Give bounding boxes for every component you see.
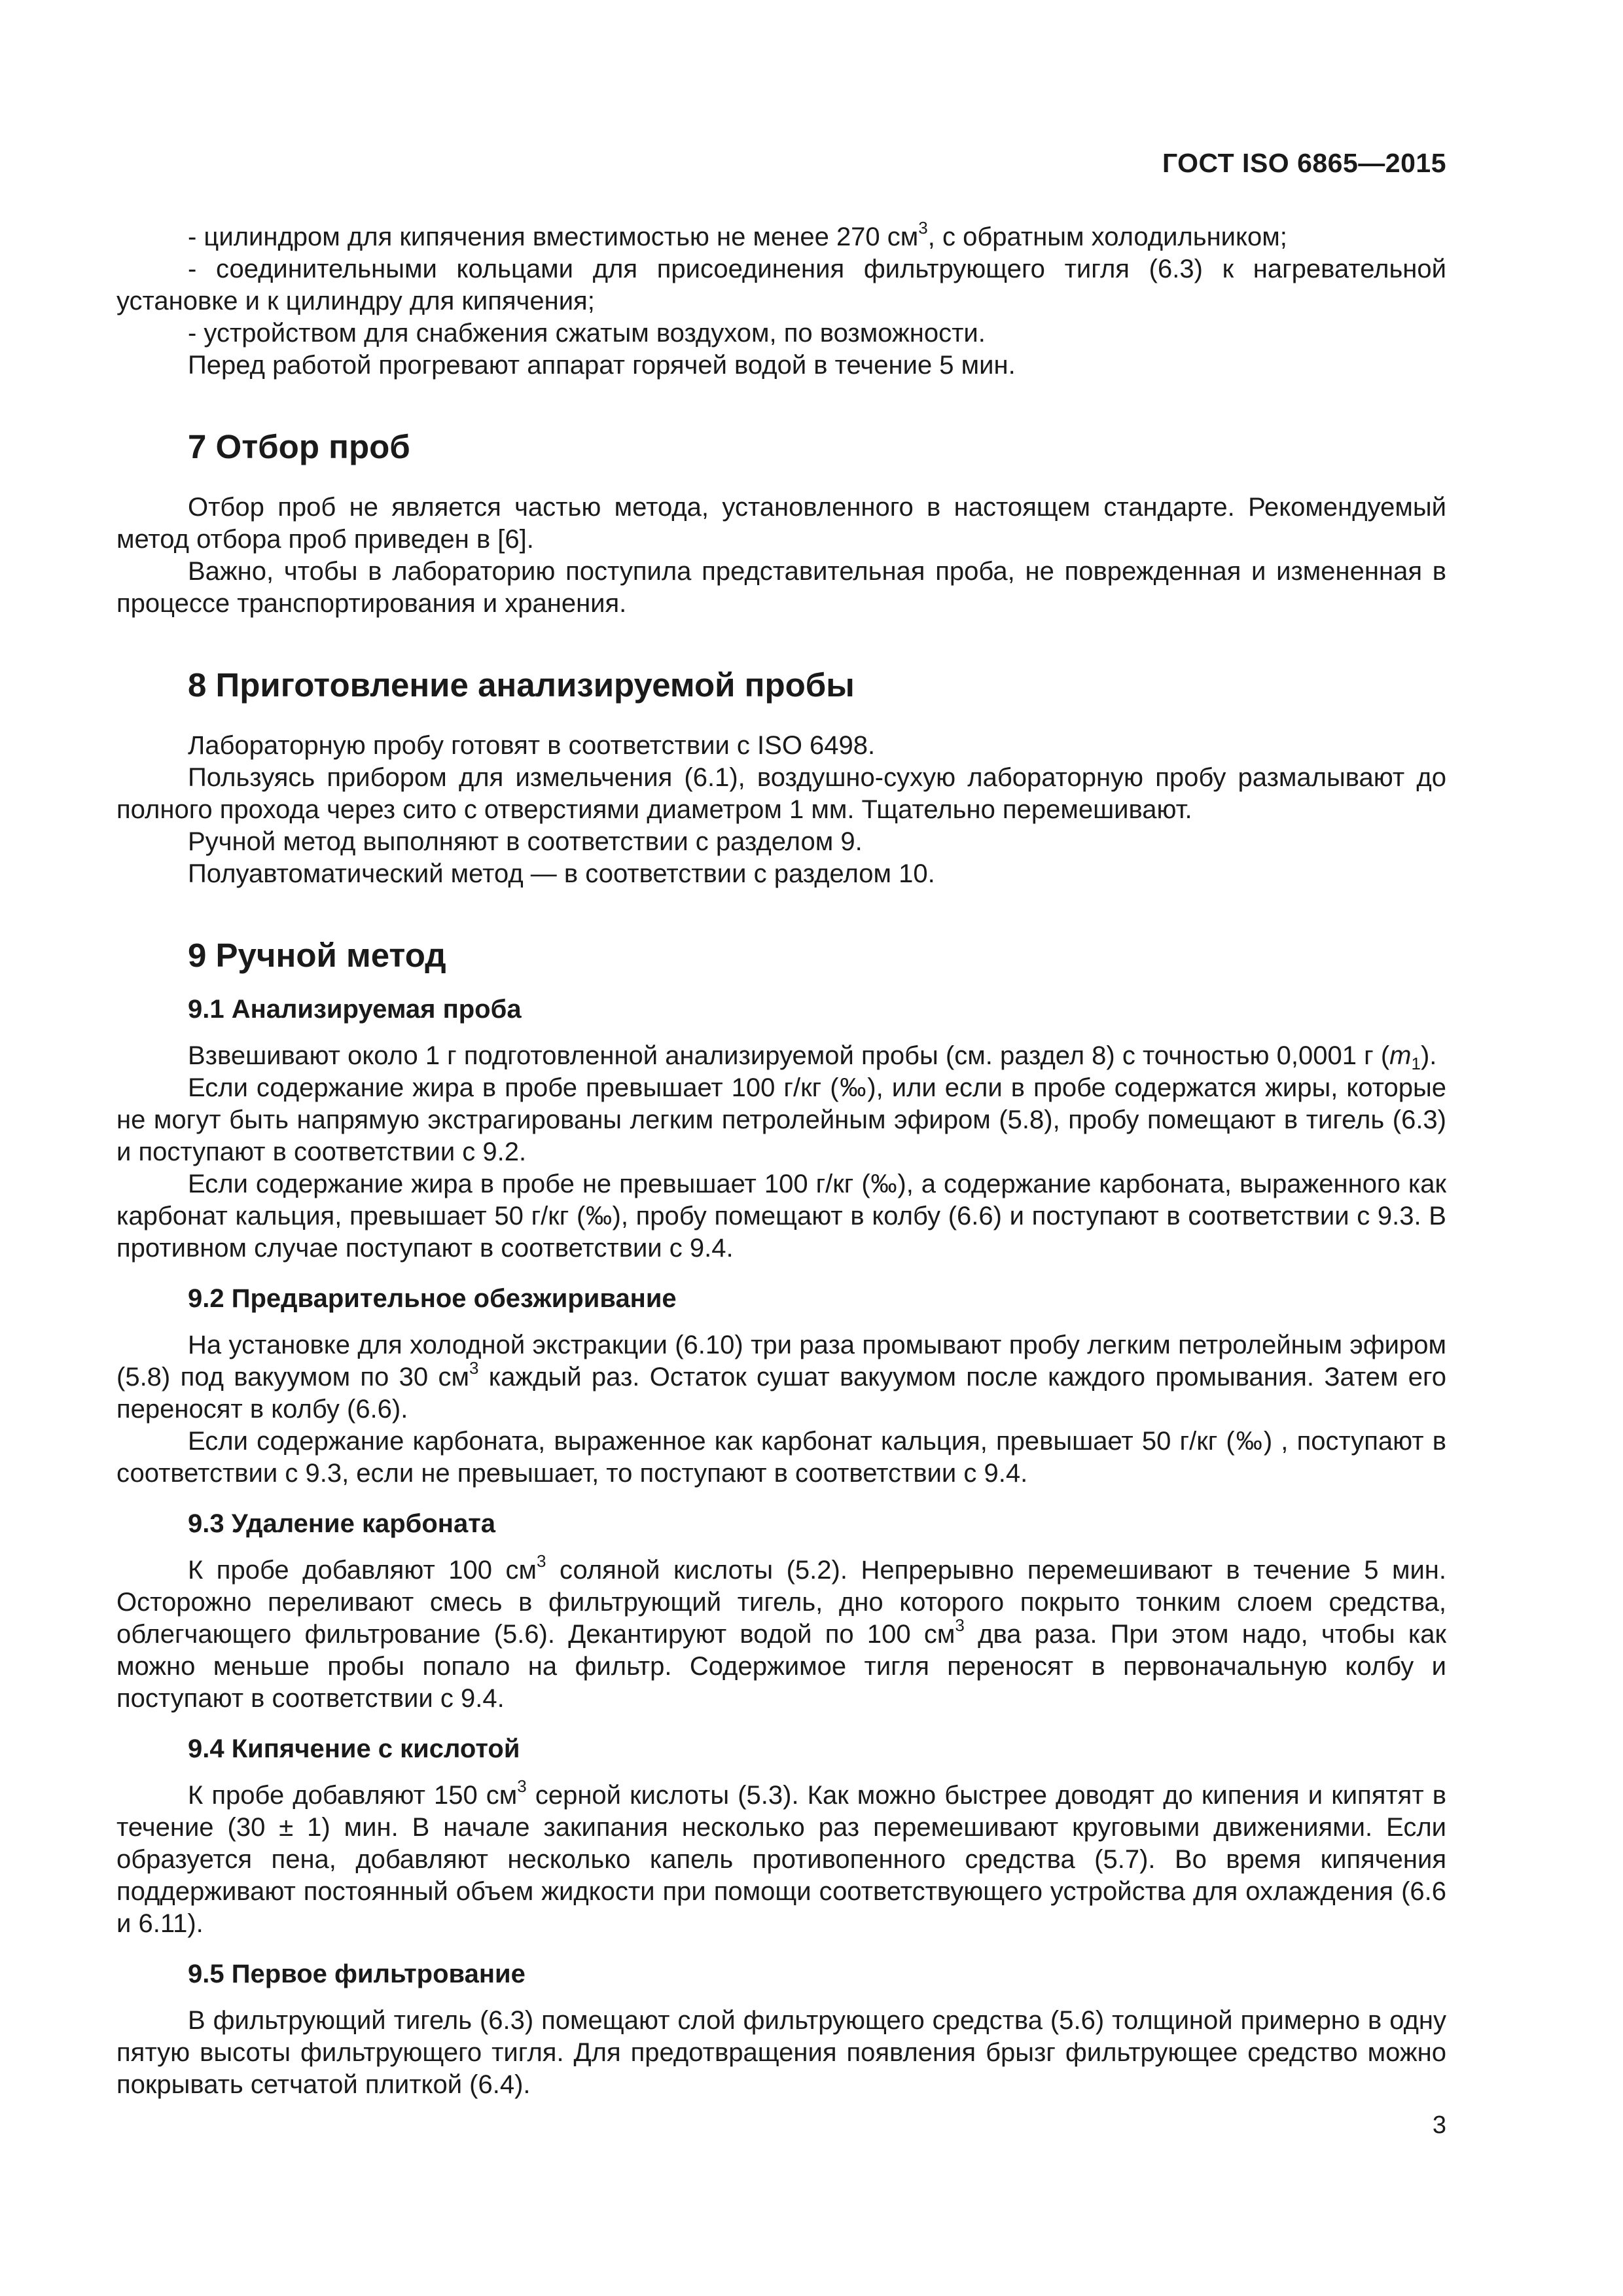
- section-7-paragraph: Важно, чтобы в лабораторию поступила представительная проба, не поврежденная и измененная в процессе транспортирования и хранения.: [116, 557, 1446, 618]
- document-body: [116, 218, 1447, 2101]
- document-id-header: ГОСТ ISO 6865—2015: [1162, 148, 1446, 178]
- subsection-9-1-paragraph: Если содержание жира в пробе превышает 100 г/кг (‰), или если в пробе содержатся жиры, которые не могут быть напрямую экстрагированы легким петролейным эфиром (5.8), пробу помещают в тигель (6.3) и поступают в соответствии с 9.2.: [116, 1073, 1446, 1166]
- subsection-9-1-paragraph: Если содержание жира в пробе не превышает 100 г/кг (‰), а содержание карбоната, выраженного как карбонат кальция, превышает 50 г/кг (‰), пробу помещают в колбу (6.6) и поступают в соответствии с 9.3. В противном случае поступают в соответствии с 9.4.: [116, 1170, 1446, 1263]
- subsection-9-5-paragraph: В фильтрующий тигель (6.3) помещают слой фильтрующего средства (5.6) толщиной примерно в одну пятую высоты фильтрующего тигля. Для предотвращения появления брызг фильтрующее средство можно покрывать сетчатой плиткой (6.4).: [116, 2006, 1446, 2099]
- subsection-9-2-paragraph: Если содержание карбоната, выраженное как карбонат кальция, превышает 50 г/кг (‰) , поступают в соответствии с 9.3, если не превышает, то поступают в соответствии с 9.4.: [116, 1427, 1446, 1488]
- page-number: 3: [1432, 2111, 1446, 2139]
- document-page: [116, 0, 1446, 2296]
- intro-item-1: - цилиндром для кипячения вместимостью не менее 270 $см^3$, с обратным холодильником;: [188, 218, 1287, 251]
- section-7-paragraph: Отбор проб не является частью метода, установленного в настоящем стандарте. Рекомендуемый метод отбора проб приведен в [6].: [116, 493, 1446, 554]
- subsection-9-5-title: 9.5 Первое фильтрование: [188, 1960, 526, 1988]
- subsection-9-1-paragraph: Взвешивают около 1 г подготовленной анализируемой пробы (см. раздел 8) с точностью 0,0001 г $(m_1)$.: [188, 1041, 1437, 1073]
- intro-item-4: Перед работой прогревают аппарат горячей водой в течение 5 мин.: [188, 351, 1016, 380]
- section-7-title: 7 Отбор проб: [188, 428, 410, 465]
- section-8-paragraph: Полуавтоматический метод — в соответствии с разделом 10.: [188, 859, 935, 888]
- subsection-9-3-paragraph: К пробе добавляют 100 $см^3$ соляной кислоты (5.2). Непрерывно перемешивают в течение 5 мин. Осторожно переливают смесь в фильтрующий тигель, дно которого покрыто тонким слоем средства, облегчающего фильтрование (5.6). Декантируют водой по 100 $см^3$ два раза. При этом надо, чтобы как можно меньше пробы попало на фильтр. Содержимое тигля переносят в первоначальную колбу и поступают в соответствии с 9.4.: [116, 1551, 1447, 1713]
- subsection-9-2-paragraph: На установке для холодной экстракции (6.10) три раза промывают пробу легким петролейным эфиром (5.8) под вакуумом по 30 $см^3$ каждый раз. Остаток сушат вакуумом после каждого промывания. Затем его переносят в колбу (6.6).: [116, 1331, 1447, 1424]
- section-8-paragraph: Лабораторную пробу готовят в соответствии с ISO 6498.: [188, 731, 876, 760]
- subsection-9-1-title: 9.1 Анализируемая проба: [188, 995, 522, 1024]
- section-9-title: 9 Ручной метод: [188, 937, 446, 974]
- subsection-9-4-title: 9.4 Кипячение с кислотой: [188, 1734, 520, 1763]
- subsection-9-2-title: 9.2 Предварительное обезжиривание: [188, 1284, 677, 1313]
- section-8-paragraph: Пользуясь прибором для измельчения (6.1), воздушно-сухую лабораторную пробу размалывают до полного прохода через сито с отверстиями диаметром 1 мм. Тщательно перемешивают.: [116, 763, 1446, 824]
- subsection-9-4-paragraph: К пробе добавляют 150 $см^3$ серной кислоты (5.3). Как можно быстрее доводят до кипения и кипятят в течение (30 ± 1) мин. В начале закипания несколько раз перемешивают круговыми движениями. Если образуется пена, добавляют несколько капель противопенного средства (5.7). Во время кипячения поддерживают постоянный объем жидкости при помощи соответствующего устройства для охлаждения (6.6 и 6.11).: [116, 1776, 1446, 1938]
- intro-item-2: - соединительными кольцами для присоединения фильтрующего тигля (6.3) к нагревательной установке и к цилиндру для кипячения;: [116, 255, 1446, 315]
- section-8-title: 8 Приготовление анализируемой пробы: [188, 666, 855, 704]
- section-8-paragraph: Ручной метод выполняют в соответствии с разделом 9.: [188, 827, 863, 856]
- subsection-9-3-title: 9.3 Удаление карбоната: [188, 1509, 496, 1538]
- intro-item-3: - устройством для снабжения сжатым воздухом, по возможности.: [188, 319, 986, 348]
